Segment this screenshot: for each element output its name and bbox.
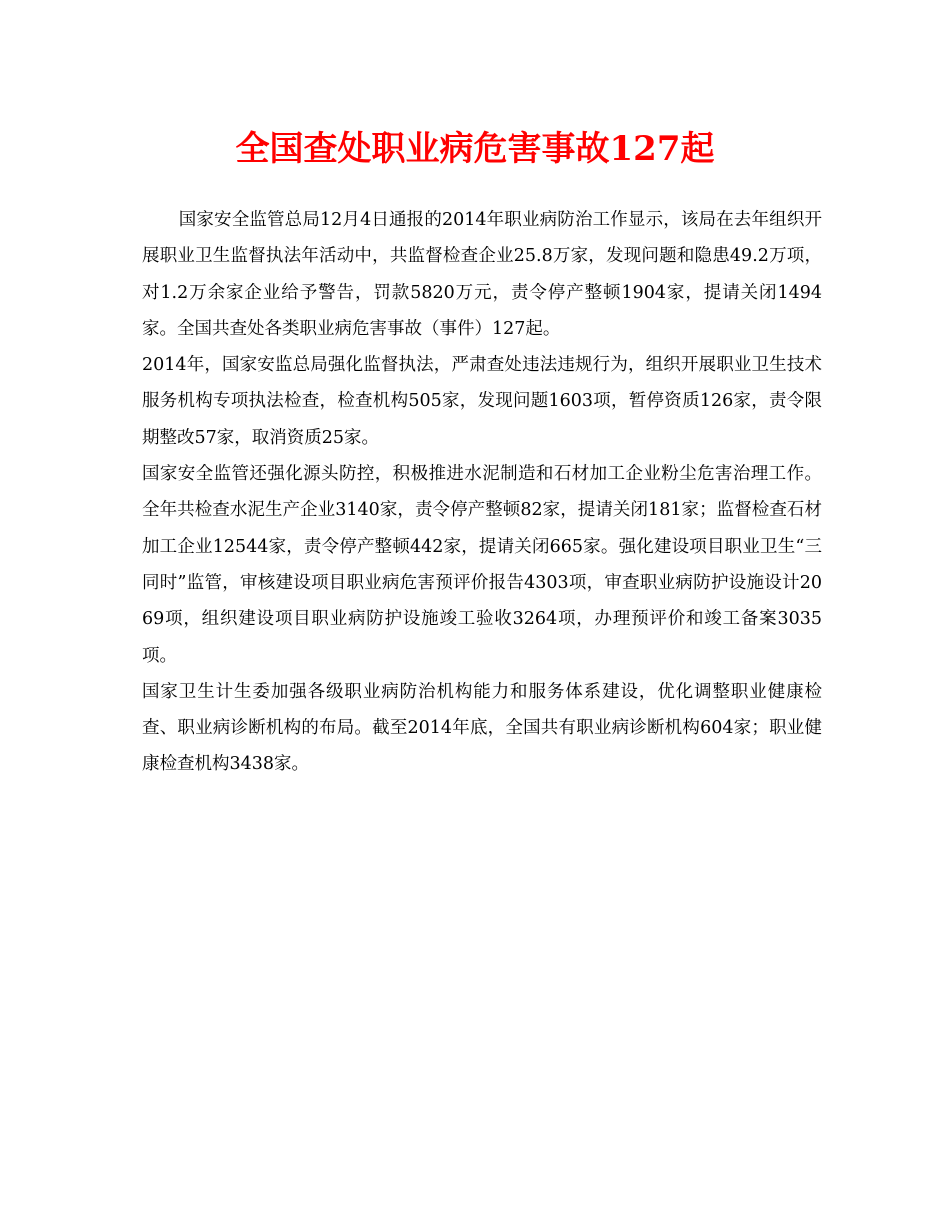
paragraph-4: 国家卫生计生委加强各级职业病防治机构能力和服务体系建设，优化调整职业健康检查、职业病诊断机构的布局。截至2014年底，全国共有职业病诊断机构604家；职业健康检查机构3438家。	[142, 681, 822, 775]
paragraph-3: 国家安全监管还强化源头防控，积极推进水泥制造和石材加工企业粉尘危害治理工作。全年共检查水泥生产企业3140家，责令停产整顿82家，提请关闭181家；监督检查石材加工企业12544家，责令停产整顿442家，提请关闭665家。强化建设项目职业卫生“三同时”监管，审核建设项目职业病危害预评价报告4303项，审查职业病防护设施设计2069项，组织建设项目职业病防护设施竣工验收3264项，办理预评价和竣工备案3035项。	[142, 464, 822, 666]
paragraph-2: 2014年，国家安监总局强化监督执法，严肃查处违法违规行为，组织开展职业卫生技术服务机构专项执法检查，检查机构505家，发现问题1603项，暂停资质126家，责令限期整改57家，取消资质25家。	[142, 355, 822, 448]
paragraph-1: 国家安全监管总局12月4日通报的2014年职业病防治工作显示，该局在去年组织开展职业卫生监督执法年活动中，共监督检查企业25.8万家，发现问题和隐患49.2万项，对1.2万余家企业给予警告，罚款5820万元，责令停产整顿1904家，提请关闭1494家。全国共查处各类职业病危害事故（事件）127起。	[142, 210, 822, 339]
article-body	[142, 202, 822, 783]
article-title: 全国查处职业病危害事故127起	[235, 129, 715, 169]
